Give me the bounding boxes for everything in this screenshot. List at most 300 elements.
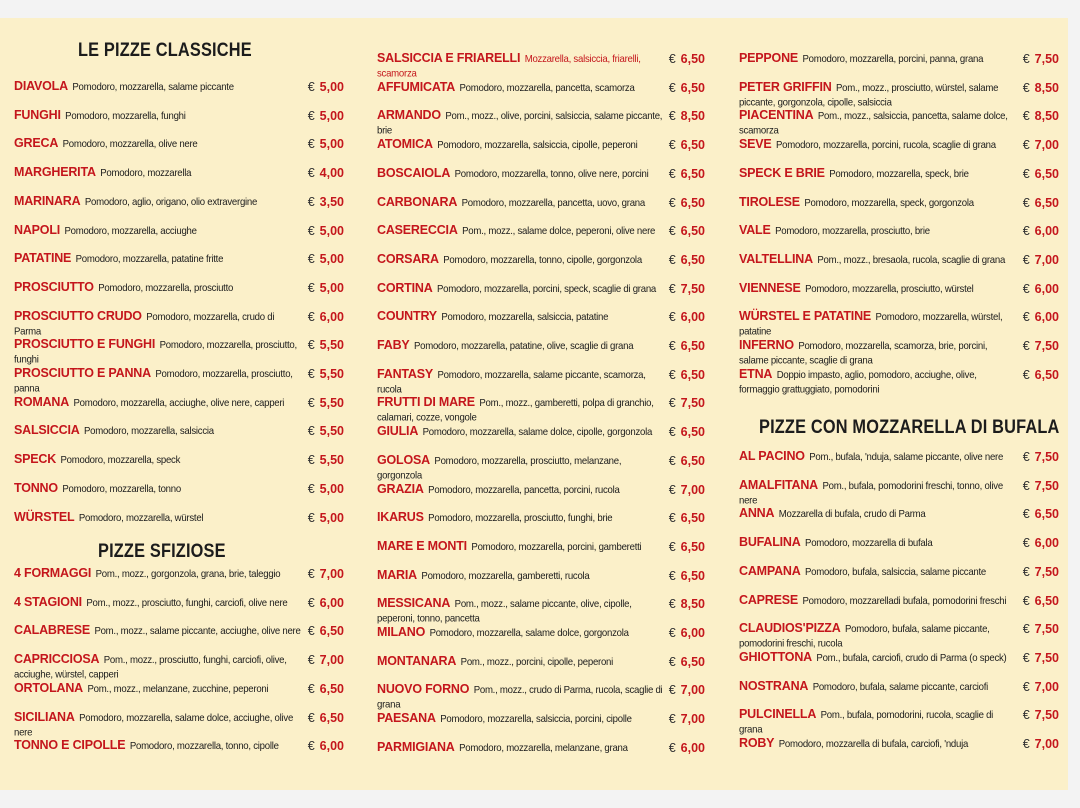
price-value: 6,00 — [319, 739, 344, 754]
price-value: 6,00 — [680, 626, 705, 640]
currency-symbol: € — [1022, 281, 1030, 296]
price-value: 5,00 — [319, 481, 344, 496]
pizza-name: DIAVOLA — [14, 78, 68, 94]
price-value: 6,50 — [680, 367, 705, 382]
pizza-ingredients: Pomodoro, mozzarella, tonno — [62, 483, 181, 496]
price-value: 6,50 — [680, 425, 705, 440]
pizza-price — [1023, 651, 1059, 665]
pizza-name: CORSARA — [377, 251, 439, 267]
pizza-ingredients: Pomodoro, mozzarella — [100, 167, 192, 180]
currency-symbol: € — [307, 166, 315, 181]
section-title-sfiziose: PIZZE SFIZIOSE — [98, 541, 226, 562]
currency-symbol: € — [307, 424, 315, 439]
price-value: 6,50 — [680, 224, 705, 239]
currency-symbol: € — [668, 568, 676, 583]
pizza-name: GIULIA — [377, 423, 419, 439]
pizza-price — [308, 596, 344, 610]
pizza-name: GHIOTTONA — [739, 649, 812, 665]
pizza-price — [1023, 167, 1059, 181]
pizza-price — [308, 137, 344, 151]
pizza-price — [308, 711, 344, 725]
currency-symbol: € — [307, 137, 315, 152]
currency-symbol: € — [668, 597, 676, 612]
price-value: 6,50 — [680, 252, 705, 267]
pizza-ingredients: Pom., mozz., melanzane, zucchine, peperoni — [87, 683, 269, 696]
pizza-ingredients: Pom., mozz., crudo di Parma, rucola, scaglie di grana — [377, 684, 663, 712]
price-value: 6,50 — [680, 654, 705, 669]
pizza-price — [1023, 196, 1059, 210]
price-value: 7,50 — [1034, 650, 1059, 665]
pizza-name: CAMPANA — [739, 563, 801, 579]
price-value: 7,00 — [319, 653, 344, 668]
price-value: 7,50 — [680, 396, 705, 411]
pizza-price — [308, 567, 344, 581]
pizza-name: CAPRESE — [739, 592, 799, 607]
pizza-ingredients: Pomodoro, mozzarella, scamorza, brie, porcini, salame piccante, scaglie di grana — [739, 340, 988, 367]
pizza-price — [669, 224, 705, 238]
pizza-ingredients: Pom., mozz., salame piccante, olive, cipolle, peperoni, tonno, pancetta — [377, 598, 632, 625]
pizza-name: AFFUMICATA — [377, 79, 456, 94]
pizza-name: PEPPONE — [739, 50, 799, 66]
pizza-ingredients: Pomodoro, mozzarella, pancetta, uovo, grana — [461, 197, 645, 209]
price-value: 7,00 — [1034, 252, 1059, 267]
price-value: 6,00 — [1034, 281, 1059, 296]
pizza-ingredients: Pomodoro, mozzarella, tonno, cipolle, gorgonzola — [443, 254, 642, 267]
pizza-name: FUNGHI — [14, 107, 61, 122]
pizza-price — [308, 338, 344, 352]
price-value: 7,50 — [1034, 622, 1059, 637]
pizza-ingredients: Pomodoro, mozzarella, prosciutto, melanzane, gorgonzola — [377, 455, 622, 482]
pizza-price — [669, 683, 705, 697]
pizza-price — [1023, 81, 1059, 95]
pizza-price — [669, 569, 705, 583]
pizza-ingredients: Pomodoro, mozzarella, prosciutto, brie — [775, 225, 930, 238]
pizza-name: TONNO E CIPOLLE — [14, 737, 126, 753]
currency-symbol: € — [668, 224, 676, 239]
currency-symbol: € — [668, 712, 676, 727]
price-value: 7,00 — [1034, 737, 1059, 751]
pizza-ingredients: Pomodoro, mozzarella, funghi — [65, 110, 186, 122]
currency-symbol: € — [668, 52, 676, 66]
price-value: 6,50 — [680, 52, 705, 66]
pizza-name: MARGHERITA — [14, 164, 96, 180]
price-value: 8,50 — [680, 109, 705, 124]
pizza-name: MILANO — [377, 624, 426, 640]
pizza-price — [1023, 450, 1059, 464]
currency-symbol: € — [668, 740, 676, 755]
pizza-name: ORTOLANA — [14, 680, 83, 696]
pizza-name: SPECK E BRIE — [739, 165, 825, 181]
currency-symbol: € — [668, 482, 676, 497]
pizza-name: CASERECCIA — [377, 222, 458, 238]
price-value: 6,50 — [680, 453, 705, 468]
pizza-name: MESSICANA — [377, 595, 451, 611]
currency-symbol: € — [1022, 737, 1030, 751]
pizza-name: FANTASY — [377, 365, 434, 381]
pizza-name: SALSICCIA — [14, 422, 80, 438]
price-value: 5,00 — [319, 108, 344, 123]
currency-symbol: € — [668, 252, 676, 267]
pizza-name: SALSICCIA E FRIARELLI — [377, 50, 521, 65]
pizza-name: SEVE — [739, 136, 772, 152]
pizza-ingredients: Pomodoro, mozzarella, speck — [60, 454, 181, 467]
currency-symbol: € — [668, 511, 676, 526]
pizza-name: AL PACINO — [739, 448, 805, 464]
pizza-ingredients: Pomodoro, mozzarella, patatine fritte — [75, 253, 224, 266]
pizza-ingredients: Pomodoro, mozzarella di bufala, carciofi, 'nduja — [778, 738, 969, 751]
pizza-price — [308, 453, 344, 467]
pizza-name: WÜRSTEL E PATATINE — [739, 308, 872, 324]
pizza-ingredients: Pom., mozz., gorgonzola, grana, brie, taleggio — [95, 568, 281, 581]
pizza-ingredients: Pomodoro, mozzarella, salame piccante, scamorza, rucola — [377, 369, 646, 396]
pizza-name: FABY — [377, 337, 410, 353]
price-value: 5,00 — [319, 137, 344, 152]
pizza-ingredients: Pomodoro, mozzarella, speck, gorgonzola — [804, 197, 974, 209]
pizza-price — [308, 281, 344, 295]
pizza-ingredients: Pomodoro, mozzarella, salame dolce, acciughe, olive nere — [14, 711, 294, 739]
pizza-ingredients: Pomodoro, mozzarella, prosciutto — [98, 282, 234, 295]
pizza-ingredients: Pomodoro, mozzarella, crudo di Parma — [14, 310, 275, 338]
price-value: 7,50 — [1034, 339, 1059, 353]
pizza-name: MARINARA — [14, 193, 81, 209]
currency-symbol: € — [668, 539, 676, 554]
pizza-price — [1023, 52, 1059, 66]
price-value: 6,50 — [1034, 367, 1059, 382]
pizza-price — [308, 653, 344, 667]
pizza-price — [669, 396, 705, 410]
pizza-ingredients: Pom., mozz., bresaola, rucola, scaglie di grana — [817, 254, 1006, 267]
pizza-name: BOSCAIOLA — [377, 165, 451, 181]
pizza-ingredients: Pomodoro, mozzarella, patatine, olive, scaglie di grana — [414, 340, 634, 353]
currency-symbol: € — [1022, 650, 1030, 665]
section-title-classiche: LE PIZZE CLASSICHE — [78, 40, 252, 61]
pizza-name: ROMANA — [14, 394, 70, 409]
price-value: 6,50 — [319, 624, 344, 639]
price-value: 6,50 — [1034, 166, 1059, 181]
currency-symbol: € — [668, 80, 676, 95]
pizza-ingredients: Pomodoro, mozzarella, würstel — [78, 512, 204, 524]
currency-symbol: € — [307, 367, 315, 381]
pizza-name: MONTANARA — [377, 653, 457, 668]
pizza-price — [308, 367, 344, 381]
pizza-name: AMALFITANA — [739, 476, 818, 492]
currency-symbol: € — [668, 453, 676, 468]
pizza-ingredients: Pomodoro, mozzarella, salsiccia, patatine — [441, 312, 609, 324]
pizza-price — [669, 253, 705, 267]
pizza-name: IKARUS — [377, 509, 424, 525]
price-value: 7,50 — [1034, 564, 1059, 579]
pizza-price — [308, 624, 344, 638]
pizza-ingredients: Pomodoro, mozzarella, würstel, patatine — [739, 311, 1003, 338]
pizza-name: TIROLESE — [739, 194, 800, 209]
currency-symbol: € — [668, 683, 676, 698]
pizza-price — [1023, 594, 1059, 608]
pizza-name: ATOMICA — [377, 136, 433, 152]
pizza-name: CAPRICCIOSA — [14, 651, 100, 667]
price-value: 6,00 — [1034, 310, 1059, 325]
pizza-price — [1023, 479, 1059, 493]
pizza-ingredients: Pomodoro, mozzarella, salsiccia, cipolle, peperoni — [437, 139, 638, 152]
price-value: 7,00 — [1034, 679, 1059, 694]
currency-symbol: € — [1022, 224, 1030, 239]
currency-symbol: € — [1022, 564, 1030, 579]
price-value: 6,50 — [1034, 507, 1059, 522]
currency-symbol: € — [1022, 339, 1030, 353]
pizza-price — [669, 454, 705, 468]
price-value: 5,50 — [319, 453, 344, 468]
pizza-ingredients: Pomodoro, mozzarella, salame piccante — [72, 81, 234, 94]
pizza-ingredients: Pomodoro, mozzarella, prosciutto, funghi, brie — [428, 512, 613, 525]
pizza-price — [1023, 536, 1059, 550]
pizza-name: PAESANA — [377, 710, 436, 726]
pizza-name: VALTELLINA — [739, 251, 813, 267]
currency-symbol: € — [668, 339, 676, 353]
pizza-name: TONNO — [14, 480, 58, 496]
price-value: 7,50 — [1034, 52, 1059, 66]
pizza-ingredients: Pomodoro, mozzarella, gamberetti, rucola — [421, 570, 590, 582]
pizza-ingredients: Pom., bufala, pomodorini freschi, tonno, olive nere — [739, 480, 1003, 507]
pizza-price — [1023, 565, 1059, 579]
currency-symbol: € — [307, 223, 315, 238]
currency-symbol: € — [668, 425, 676, 440]
currency-symbol: € — [307, 108, 315, 123]
currency-symbol: € — [307, 481, 315, 496]
pizza-price — [308, 310, 344, 324]
pizza-price — [308, 166, 344, 180]
pizza-name: NUOVO FORNO — [377, 681, 470, 697]
pizza-name: SICILIANA — [14, 708, 75, 724]
pizza-ingredients: Pomodoro, mozzarella, porcini, rucola, scaglie di grana — [776, 139, 996, 152]
pizza-ingredients: Pomodoro, mozzarella, speck, brie — [829, 168, 969, 181]
pizza-ingredients: Pom., bufala, 'nduja, salame piccante, olive nere — [809, 451, 1004, 464]
pizza-price — [308, 739, 344, 753]
pizza-ingredients: Pomodoro, mozzarella, salame dolce, cipolle, gorgonzola — [422, 426, 653, 439]
currency-symbol: € — [1022, 593, 1030, 608]
pizza-ingredients: Pom., mozz., salame piccante, acciughe, olive nere — [94, 626, 301, 638]
currency-symbol: € — [668, 626, 676, 640]
pizza-price — [1023, 109, 1059, 123]
pizza-ingredients: Pomodoro, mozzarella, porcini, gamberetti — [471, 541, 642, 554]
price-value: 5,50 — [319, 338, 344, 353]
pizza-ingredients: Pomodoro, mozzarella, salsiccia, porcini, cipolle — [440, 713, 632, 726]
currency-symbol: € — [668, 654, 676, 669]
pizza-price — [669, 310, 705, 324]
price-value: 7,00 — [680, 683, 705, 698]
pizza-ingredients: Pom., mozz., salsiccia, pancetta, salame dolce, scamorza — [739, 110, 1008, 138]
pizza-name: GRECA — [14, 135, 59, 151]
pizza-ingredients: Pom., mozz., salame dolce, peperoni, olive nere — [462, 225, 656, 238]
currency-symbol: € — [307, 395, 315, 410]
pizza-name: FRUTTI DI MARE — [377, 394, 475, 410]
price-value: 6,50 — [680, 138, 705, 153]
currency-symbol: € — [307, 80, 315, 94]
price-value: 6,00 — [319, 309, 344, 324]
pizza-ingredients: Pomodoro, mozzarelladi bufala, pomodorini freschi — [802, 595, 1007, 607]
currency-symbol: € — [307, 710, 315, 725]
price-value: 6,50 — [1034, 593, 1059, 608]
pizza-name: WÜRSTEL — [14, 509, 75, 524]
currency-symbol: € — [1022, 507, 1030, 522]
currency-symbol: € — [1022, 138, 1030, 153]
pizza-price — [1023, 708, 1059, 722]
price-value: 6,50 — [319, 710, 344, 725]
price-value: 5,50 — [319, 424, 344, 439]
currency-symbol: € — [668, 367, 676, 382]
pizza-ingredients: Pomodoro, mozzarella, prosciutto, funghi — [14, 339, 297, 366]
pizza-price — [1023, 224, 1059, 238]
price-value: 6,50 — [680, 511, 705, 526]
pizza-ingredients: Pomodoro, mozzarella di bufala — [805, 537, 933, 550]
currency-symbol: € — [1022, 252, 1030, 267]
pizza-name: COUNTRY — [377, 308, 437, 324]
pizza-name: GOLOSA — [377, 452, 430, 467]
currency-symbol: € — [1022, 536, 1030, 551]
pizza-price — [669, 109, 705, 123]
pizza-price — [669, 196, 705, 210]
pizza-name: PROSCIUTTO CRUDO — [14, 307, 142, 323]
pizza-name: CARBONARA — [377, 194, 458, 209]
pizza-ingredients: Pom., bufala, carciofi, crudo di Parma (o speck) — [816, 652, 1007, 665]
price-value: 6,50 — [319, 681, 344, 696]
currency-symbol: € — [307, 453, 315, 468]
price-value: 6,50 — [680, 166, 705, 181]
price-value: 5,00 — [319, 80, 344, 94]
price-value: 5,00 — [319, 252, 344, 267]
currency-symbol: € — [307, 739, 315, 754]
pizza-ingredients: Pomodoro, mozzarella, acciughe — [64, 225, 197, 237]
pizza-price — [308, 424, 344, 438]
pizza-name: PULCINELLA — [739, 706, 817, 722]
pizza-price — [1023, 680, 1059, 694]
pizza-name: PETER GRIFFIN — [739, 78, 832, 94]
pizza-price — [669, 339, 705, 353]
pizza-ingredients: Pom., bufala, pomodorini, rucola, scaglie di grana — [739, 709, 994, 736]
pizza-price — [669, 138, 705, 152]
pizza-ingredients: Pom., mozz., prosciutto, würstel, salame piccante, gorgonzola, cipolle, salsiccia — [739, 82, 999, 109]
price-value: 6,50 — [680, 195, 705, 210]
price-value: 6,50 — [680, 339, 705, 353]
currency-symbol: € — [1022, 109, 1030, 124]
currency-symbol: € — [1022, 80, 1030, 95]
pizza-price — [1023, 282, 1059, 296]
pizza-menu — [0, 18, 1068, 790]
pizza-ingredients: Pomodoro, aglio, origano, olio extravergine — [84, 196, 258, 209]
price-value: 7,00 — [680, 482, 705, 497]
price-value: 7,00 — [1034, 138, 1059, 153]
pizza-price — [669, 425, 705, 439]
pizza-name: PARMIGIANA — [377, 739, 455, 755]
currency-symbol: € — [668, 281, 676, 296]
price-value: 6,50 — [680, 539, 705, 554]
price-value: 8,50 — [680, 597, 705, 612]
currency-symbol: € — [1022, 450, 1030, 464]
pizza-price — [669, 167, 705, 181]
pizza-name: ANNA — [739, 505, 775, 521]
pizza-name: CORTINA — [377, 280, 433, 295]
pizza-price — [669, 712, 705, 726]
currency-symbol: € — [307, 567, 315, 581]
pizza-ingredients: Pomodoro, mozzarella, tonno, cipolle — [129, 740, 279, 753]
pizza-name: PIACENTINA — [739, 107, 814, 123]
price-value: 5,50 — [319, 367, 344, 381]
currency-symbol: € — [668, 310, 676, 325]
price-value: 8,50 — [1034, 109, 1059, 124]
price-value: 4,00 — [319, 166, 344, 181]
pizza-price — [308, 252, 344, 266]
pizza-ingredients: Mozzarella di bufala, crudo di Parma — [778, 509, 926, 521]
pizza-price — [1023, 368, 1059, 382]
price-value: 6,50 — [680, 568, 705, 583]
currency-symbol: € — [1022, 622, 1030, 637]
currency-symbol: € — [307, 510, 315, 525]
pizza-ingredients: Pomodoro, mozzarella, melanzane, grana — [459, 742, 628, 755]
price-value: 6,00 — [1034, 536, 1059, 551]
pizza-ingredients: Pomodoro, bufala, salame piccante, carciofi — [812, 681, 989, 693]
pizza-ingredients: Pomodoro, mozzarella, acciughe, olive nere, capperi — [73, 397, 285, 409]
pizza-price — [669, 741, 705, 755]
pizza-name: MARIA — [377, 567, 417, 582]
pizza-price — [308, 396, 344, 410]
price-value: 5,50 — [319, 395, 344, 410]
price-value: 6,50 — [1034, 195, 1059, 210]
currency-symbol: € — [307, 624, 315, 639]
currency-symbol: € — [668, 195, 676, 210]
pizza-price — [308, 682, 344, 696]
currency-symbol: € — [1022, 166, 1030, 181]
pizza-ingredients: Pomodoro, bufala, salsiccia, salame piccante — [805, 566, 986, 579]
pizza-price — [308, 482, 344, 496]
pizza-ingredients: Pom., mozz., porcini, cipolle, peperoni — [460, 656, 614, 668]
pizza-name: ROBY — [739, 735, 775, 751]
currency-symbol: € — [307, 653, 315, 668]
pizza-name: VIENNESE — [739, 280, 801, 295]
currency-symbol: € — [668, 109, 676, 124]
pizza-ingredients: Pom., mozz., prosciutto, funghi, carciofi, olive nere — [86, 597, 288, 609]
pizza-ingredients: Pomodoro, mozzarella, tonno, olive nere, porcini — [454, 168, 649, 181]
pizza-ingredients: Pomodoro, mozzarella, salsiccia — [84, 426, 214, 438]
pizza-price — [308, 195, 344, 209]
currency-symbol: € — [1022, 679, 1030, 694]
pizza-price — [308, 224, 344, 238]
pizza-name: PATATINE — [14, 250, 72, 266]
currency-symbol: € — [1022, 195, 1030, 210]
pizza-price — [308, 511, 344, 525]
pizza-price — [669, 655, 705, 669]
currency-symbol: € — [1022, 52, 1030, 66]
currency-symbol: € — [668, 396, 676, 411]
price-value: 7,50 — [680, 281, 705, 296]
pizza-price — [1023, 253, 1059, 267]
currency-symbol: € — [307, 252, 315, 267]
pizza-price — [308, 80, 344, 94]
pizza-price — [1023, 622, 1059, 636]
pizza-name: PROSCIUTTO E FUNGHI — [14, 336, 156, 352]
pizza-price — [669, 626, 705, 640]
pizza-ingredients: Pomodoro, mozzarella, porcini, panna, grana — [802, 53, 984, 66]
pizza-ingredients: Pomodoro, mozzarella, prosciutto, würstel — [805, 283, 974, 295]
pizza-price — [669, 597, 705, 611]
pizza-name: CALABRESE — [14, 622, 90, 638]
pizza-name: CLAUDIOS'PIZZA — [739, 620, 841, 636]
price-value: 6,50 — [680, 80, 705, 95]
pizza-name: PROSCIUTTO — [14, 279, 94, 295]
pizza-ingredients: Pom., mozz., gamberetti, polpa di granchio, calamari, cozze, vongole — [377, 397, 654, 425]
pizza-name: VALE — [739, 222, 771, 238]
price-value: 7,00 — [680, 712, 705, 727]
pizza-name: NOSTRANA — [739, 678, 809, 693]
pizza-price — [1023, 138, 1059, 152]
currency-symbol: € — [1022, 708, 1030, 723]
